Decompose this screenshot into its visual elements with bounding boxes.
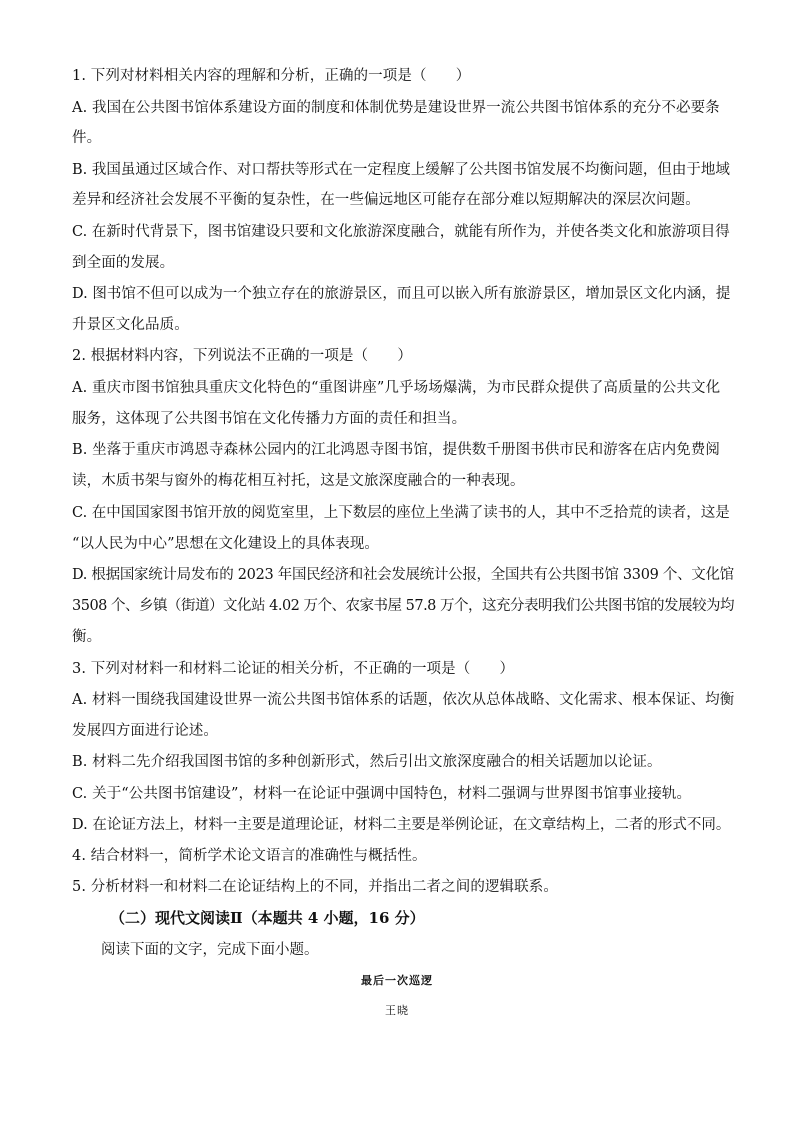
question-3-option-a-line-1: A. 材料一围绕我国建设世界一流公共图书馆体系的话题，依次从总体战略、文化需求、根本保证、均衡 <box>72 692 735 708</box>
question-2-option-c-line-1: C. 在中国国家图书馆开放的阅览室里，上下数层的座位上坐满了读书的人，其中不乏拾荒的读者，这是 <box>72 505 730 521</box>
question-1-option-d-line-1: D. 图书馆不但可以成为一个独立存在的旅游景区，而且可以嵌入所有旅游景区，增加景区文化内涵，提 <box>72 286 731 302</box>
question-3-option-b-line-1: B. 材料二先介绍我国图书馆的多种创新形式，然后引出文旅深度融合的相关话题加以论证。 <box>72 754 662 770</box>
question-3-option-d-line-1: D. 在论证方法上，材料一主要是道理论证，材料二主要是举例论证，在文章结构上，二者的形式不同。 <box>72 817 731 833</box>
question-1-stem: 1. 下列对材料相关内容的理解和分析，正确的一项是（ ） <box>72 68 471 84</box>
question-2-option-a-line-1: A. 重庆市图书馆独具重庆文化特色的“重图讲座”几乎场场爆满，为市民群众提供了高质量的公共文化 <box>72 380 721 396</box>
question-1-option-a-line-1: A. 我国在公共图书馆体系建设方面的制度和体制优势是建设世界一流公共图书馆体系的充分不必要条 <box>72 100 720 116</box>
question-2-option-d-line-1: D. 根据国家统计局发布的 2023 年国民经济和社会发展统计公报，全国共有公共图书馆 3309 个、文化馆 <box>72 567 734 583</box>
question-2-option-d-line-3: 衡。 <box>72 629 102 645</box>
question-3-option-c-line-1: C. 关于“公共图书馆建设”，材料一在论证中强调中国特色，材料二强调与世界图书馆事业接轨。 <box>72 786 692 802</box>
section-instruction: 阅读下面的文字，完成下面小题。 <box>101 942 319 958</box>
question-1-option-c-line-1: C. 在新时代背景下，图书馆建设只要和文化旅游深度融合，就能有所作为，并使各类文化和旅游项目得 <box>72 224 730 240</box>
question-2-option-a-line-2: 服务，这体现了公共图书馆在文化传播力方面的责任和担当。 <box>72 411 467 427</box>
question-2-option-b-line-1: B. 坐落于重庆市鸿恩寺森林公园内的江北鸿恩寺图书馆，提供数千册图书供市民和游客在店内免费阅 <box>72 442 720 458</box>
question-1-option-b-line-1: B. 我国虽通过区域合作、对口帮扶等形式在一定程度上缓解了公共图书馆发展不均衡问题，但由于地域 <box>72 162 730 178</box>
question-5-stem: 5. 分析材料一和材料二在论证结构上的不同，并指出二者之间的逻辑联系。 <box>72 879 558 895</box>
question-2-stem: 2. 根据材料内容，下列说法不正确的一项是（ ） <box>72 348 412 364</box>
question-1-option-c-line-2: 到全面的发展。 <box>72 255 175 271</box>
question-3-option-a-line-2: 发展四方面进行论述。 <box>72 723 218 739</box>
question-1-option-b-line-2: 差异和经济社会发展不平衡的复杂性，在一些偏远地区可能存在部分难以短期解决的深层次问题。 <box>72 192 700 208</box>
question-2-option-b-line-2: 读，木质书架与窗外的梅花相互衬托，这是文旅深度融合的一种表现。 <box>72 473 525 489</box>
question-3-stem: 3. 下列对材料一和材料二论证的相关分析，不正确的一项是（ ） <box>72 661 515 677</box>
question-1-option-d-line-2: 升景区文化品质。 <box>72 317 189 333</box>
question-1-option-a-line-2: 件。 <box>72 130 102 146</box>
question-2-option-c-line-2: “以人民为中心”思想在文化建设上的具体表现。 <box>72 536 380 552</box>
question-4-stem: 4. 结合材料一，简析学术论文语言的准确性与概括性。 <box>72 848 427 864</box>
question-2-option-d-line-2: 3508 个、乡镇（街道）文化站 4.02 万个、农家书屋 57.8 万个，这充分表明我们公共图书馆的发展较为均 <box>72 598 735 614</box>
section-heading: （二）现代文阅读Ⅱ（本题共 4 小题，16 分） <box>110 909 425 927</box>
story-author: 王晓 <box>385 1004 409 1017</box>
story-title: 最后一次巡逻 <box>361 974 433 987</box>
